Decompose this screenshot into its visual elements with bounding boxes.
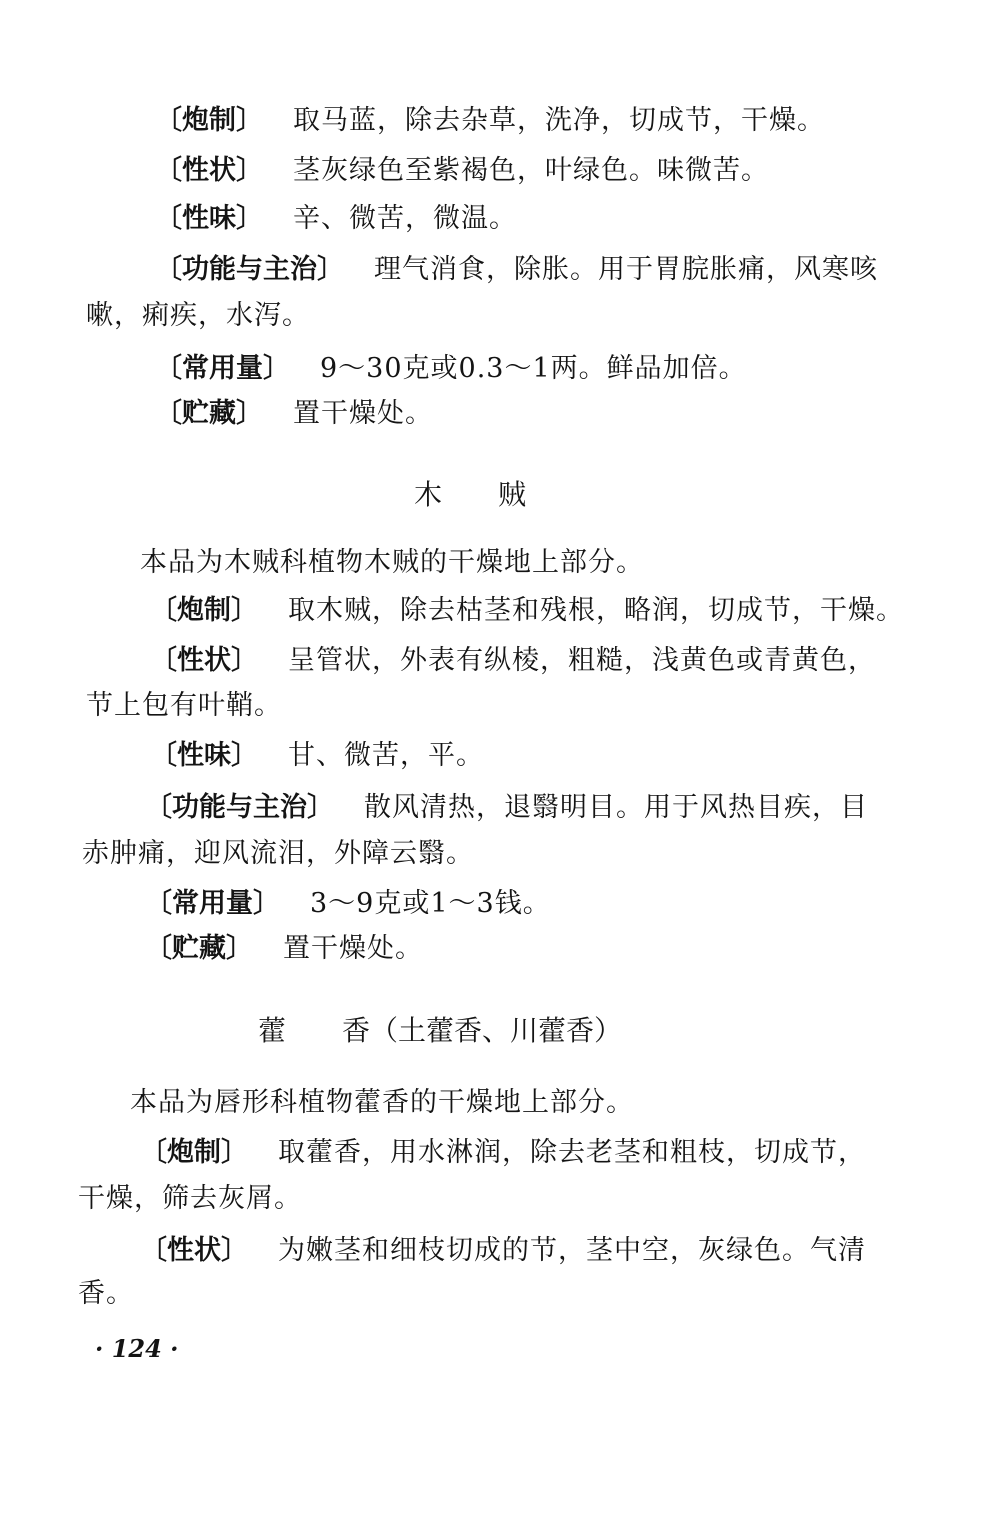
section-text: 呈管状，外表有纵棱，粗糙，浅黄色或青黄色， — [288, 645, 876, 676]
section-text: 取木贼，除去枯茎和残根，略润，切成节，干燥。 — [288, 595, 904, 626]
entry-line — [155, 153, 769, 189]
section-label: 〔常用量〕 — [155, 353, 290, 384]
section-text: 香。 — [78, 1278, 134, 1309]
section-text: 理气消食，除胀。用于胃脘胀痛，风寒咳 — [374, 254, 878, 285]
entry-line — [140, 1135, 866, 1171]
continuation-line — [86, 688, 282, 724]
section-label: 〔性状〕 — [155, 155, 263, 186]
entry-line — [155, 396, 433, 432]
section-label: 〔贮藏〕 — [145, 933, 253, 964]
section-text: 9～30克或0.3～1两。鲜品加倍。 — [320, 353, 747, 384]
section-text: 置干燥处。 — [283, 933, 423, 964]
entry-line — [145, 790, 868, 826]
section-label: 〔性味〕 — [150, 740, 258, 771]
section-text: 为嫩茎和细枝切成的节，茎中空，灰绿色。气清 — [278, 1235, 866, 1266]
section-text: 辛、微苦，微温。 — [293, 203, 517, 234]
intro-line — [140, 545, 644, 581]
section-text: 置干燥处。 — [293, 398, 433, 429]
section-text: 散风清热，退翳明目。用于风热目疾，目 — [364, 792, 868, 823]
section-label: 〔炮制〕 — [155, 105, 263, 136]
section-text: 取藿香，用水淋润，除去老茎和粗枝，切成节， — [278, 1137, 866, 1168]
section-text: 3～9克或1～3钱。 — [310, 888, 551, 919]
entry-line — [155, 103, 825, 139]
section-text: 本品为木贼科植物木贼的干燥地上部分。 — [140, 547, 644, 578]
section-label: 〔常用量〕 — [145, 888, 280, 919]
section-text: 本品为唇形科植物藿香的干燥地上部分。 — [130, 1087, 634, 1118]
section-label: 〔贮藏〕 — [155, 398, 263, 429]
entry-line — [155, 351, 747, 387]
entry-title: 藿 香（土藿香、川藿香） — [258, 1014, 623, 1047]
section-text: 甘、微苦，平。 — [288, 740, 484, 771]
continuation-line — [78, 1181, 302, 1217]
entry-line — [145, 931, 423, 967]
section-text: 赤肿痛，迎风流泪，外障云翳。 — [82, 838, 474, 869]
section-text: 取马蓝，除去杂草，洗净，切成节，干燥。 — [293, 105, 825, 136]
continuation-line — [86, 298, 310, 334]
section-text: 节上包有叶鞘。 — [86, 690, 282, 721]
entry-line — [140, 1233, 866, 1269]
entry-title: 木 贼 — [414, 478, 527, 511]
entry-line — [145, 886, 551, 922]
section-text: 茎灰绿色至紫褐色，叶绿色。味微苦。 — [293, 155, 769, 186]
section-label: 〔功能与主治〕 — [155, 254, 344, 285]
section-label: 〔性状〕 — [150, 645, 258, 676]
entry-line — [150, 643, 876, 679]
page-number: · 124 · — [95, 1334, 179, 1363]
entry-line — [150, 593, 904, 629]
section-label: 〔性状〕 — [140, 1235, 248, 1266]
continuation-line — [82, 836, 474, 872]
entry-line — [155, 252, 878, 288]
intro-line — [130, 1085, 634, 1121]
continuation-line — [78, 1276, 134, 1312]
section-label: 〔性味〕 — [155, 203, 263, 234]
entry-line — [155, 201, 517, 237]
entry-line — [150, 738, 484, 774]
section-label: 〔炮制〕 — [150, 595, 258, 626]
section-label: 〔功能与主治〕 — [145, 792, 334, 823]
section-text: 干燥，筛去灰屑。 — [78, 1183, 302, 1214]
section-label: 〔炮制〕 — [140, 1137, 248, 1168]
section-text: 嗽，痢疾，水泻。 — [86, 300, 310, 331]
